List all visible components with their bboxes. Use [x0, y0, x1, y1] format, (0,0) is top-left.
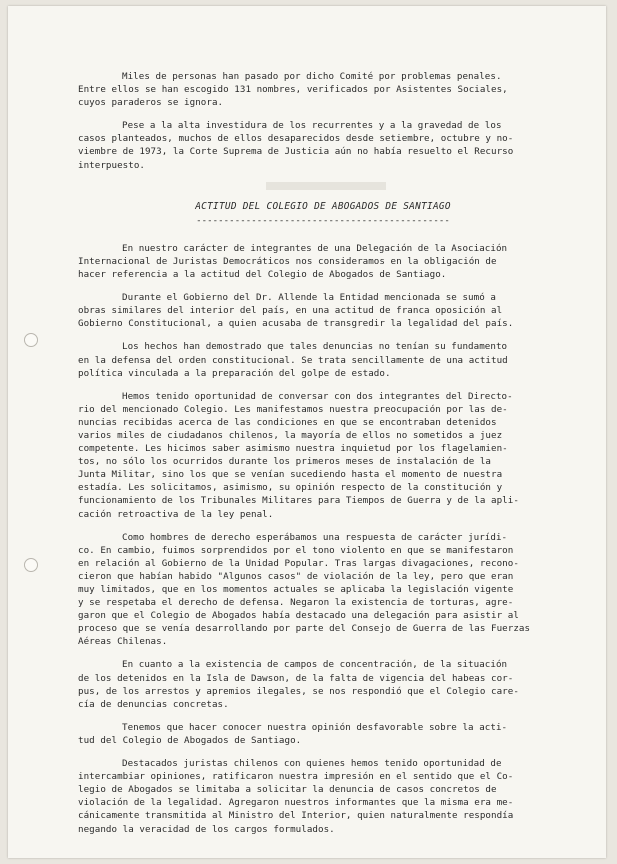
paragraph-gobierno-allende: Durante el Gobierno del Dr. Allende la Entidad mencionada se sumó a obras similares del interior del país, en una actitud de franca oposición al Gobierno Constitucional, a quien acusaba de transgredir la legalidad del país.: [78, 292, 514, 330]
paragraph-respuesta: Como hombres de derecho esperábamos una respuesta de carácter jurídi- co. En cambio, fuimos sorprendidos por el tono violento en que se manifestaron en relación al Gobierno de la Unidad Popular. Tras largas divagaciones, recono- cieron que habían habido "Algunos casos" de violación de la ley, pero que eran muy limitados, que en los momentos actuales se aplicaba la legislación vigente y se respetaba el derecho de defensa. Negaron la existencia de torturas, agre- garon que el Colegio de Abogados había destacado una delegación para asistir al proceso que se venía desarrollando por parte del Consejo de Guerra de las Fuerzas Aéreas Chilenas.: [78, 531, 531, 648]
paragraph-hechos: Los hechos han demostrado que tales denuncias no tenían su fundamento en la defensa del orden constitucional. Se trata sencillamente de una actitud política vinculada a la preparación del golpe de estado.: [78, 341, 508, 379]
paragraph-delegacion: En nuestro carácter de integrantes de una Delegación de la Asociación Internacional de Juristas Democráticos nos consideramos en la obligación de hacer referencia a la actitud del Colegio de Abogados de Santiago.: [78, 242, 508, 281]
section-heading-underline: ----------------------------------------------: [196, 215, 450, 226]
punch-hole-lower: [24, 558, 38, 572]
document-page: [8, 6, 606, 858]
punch-hole-upper: [24, 333, 38, 347]
paragraph-juristas: Destacados juristas chilenos con quienes hemos tenido oportunidad de intercambiar opiniones, ratificaron nuestra impresión en el sentido que el Co- legio de Abogados se limitaba a solicitar la denuncia de casos concretos de violación de la legalidad. Agregaron nuestros informantes que la misma era me- cánicamente transmitida al Ministro del Interior, quien naturalmente respondía negando la veracidad de los cargos formulados.: [78, 758, 514, 835]
section-heading: ACTITUD DEL COLEGIO DE ABOGADOS DE SANTIAGO: [195, 200, 451, 212]
paragraph-directorio: Hemos tenido oportunidad de conversar con dos integrantes del Directo- rio del mencionado Colegio. Les manifestamos nuestra preocupación por las de- nuncias recibidas acerca de las condiciones en que se encontraban detenidos varios miles de ciudadanos chilenos, la mayoría de ellos no sometidos a juez competente. Les hicimos saber asimismo nuestra inquietud por los flagelamien- tos, no sólo los ocurridos durante los primeros meses de instalación de la Junta Militar, sino los que se venían sucediendo hasta el momento de nuestra estadía. Les solicitamos, asimismo, su opinión respecto de la constitución y funcionamiento de los Tribunales Militares para Tiempos de Guerra y de la apli- cación retroactiva de la ley penal.: [78, 390, 519, 520]
paragraph-campos: En cuanto a la existencia de campos de concentración, de la situación de los detenidos en la Isla de Dawson, de la falta de vigencia del habeas cor- pus, de los arrestos y apremios ilegales, se nos respondió que el Colegio care- cía de denuncias concretas.: [78, 659, 519, 710]
paragraph-investidura: Pese a la alta investidura de los recurrentes y a la gravedad de los casos planteados, muchos de ellos desaparecidos desde setiembre, octubre y no- viembre de 1973, la Corte Suprema de Justicia aún no había resuelto el Recurso interpuesto.: [78, 120, 514, 171]
paragraph-opinion: Tenemos que hacer conocer nuestra opinión desfavorable sobre la acti- tud del Colegio de Abogados de Santiago.: [78, 721, 508, 746]
paragraph-comite: Miles de personas han pasado por dicho Comité por problemas penales. Entre ellos se han escogido 131 nombres, verificados por Asistentes Sociales, cuyos paraderos se ignora.: [78, 71, 508, 109]
document-body: [78, 70, 568, 846]
